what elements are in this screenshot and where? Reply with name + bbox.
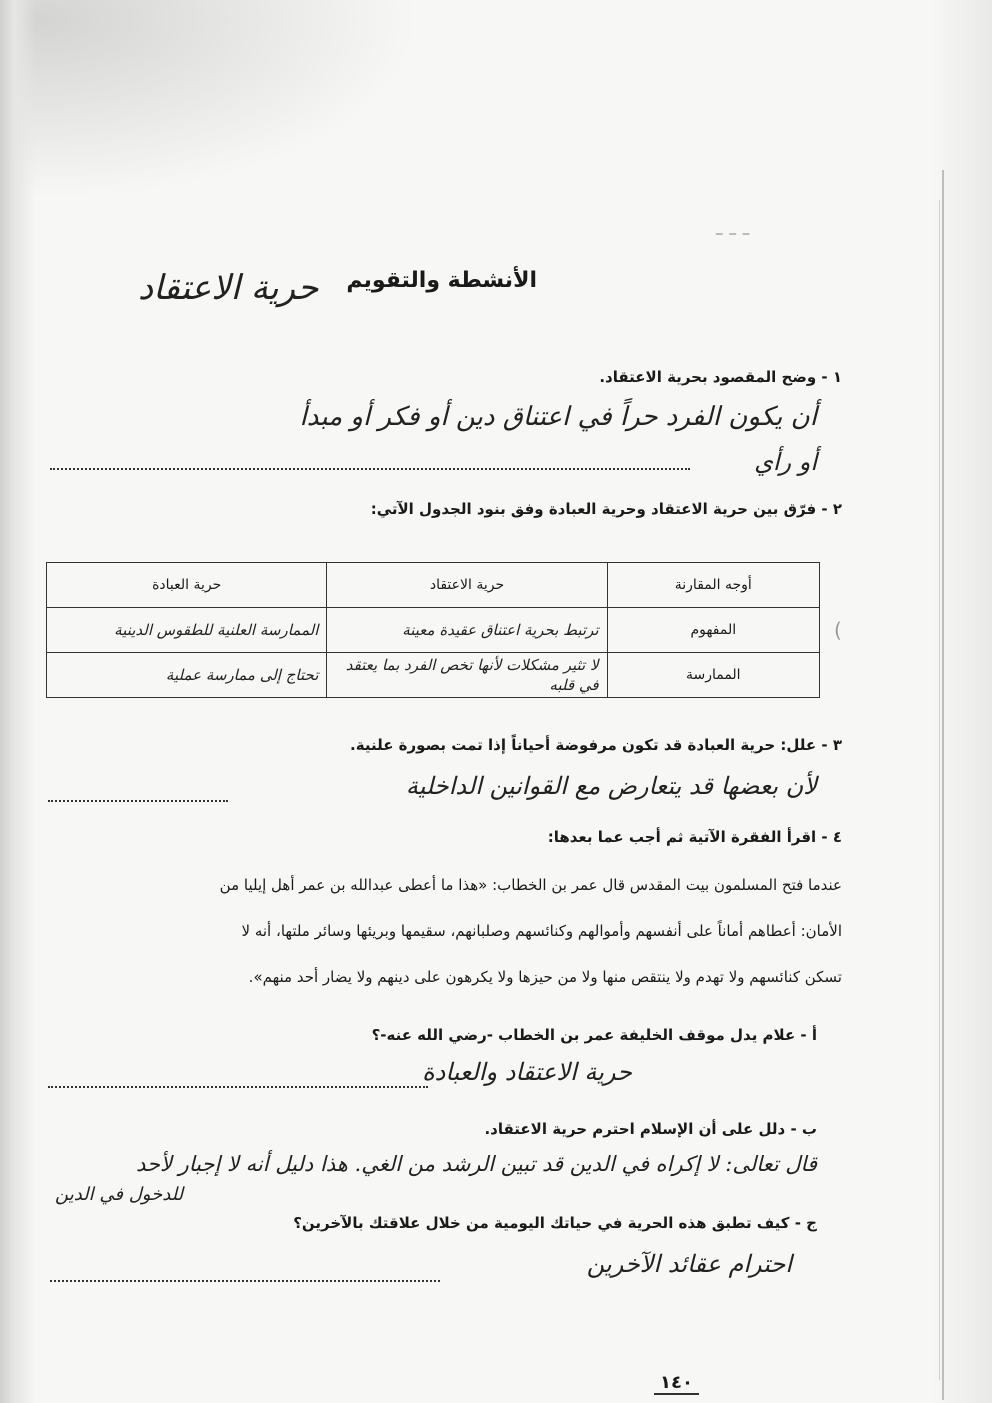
table-cell bbox=[47, 653, 327, 698]
passage-line: تسكن كنائسهم ولا تهدم ولا ينتقص منها ولا من حيزها ولا يكرهون على دينهم ولا يضار أحد منهم». bbox=[248, 968, 842, 986]
q3-answer: لأن بعضها قد يتعارض مع القوانين الداخلية bbox=[405, 772, 817, 800]
answer-dotted-line bbox=[48, 1086, 428, 1088]
row-label-practice: الممارسة bbox=[607, 653, 819, 698]
faint-scan-mark: ـ ـ ـ bbox=[716, 216, 750, 241]
table-cell bbox=[47, 608, 327, 653]
handwritten-answer: ترتبط بحرية اعتناق عقيدة معينة bbox=[402, 621, 599, 639]
scan-edge-line bbox=[939, 200, 940, 1380]
q4b-answer-line2: للدخول في الدين bbox=[55, 1184, 184, 1205]
scan-edge-left bbox=[0, 0, 36, 1403]
handwritten-answer: تحتاج إلى ممارسة عملية bbox=[165, 666, 319, 684]
q3-prompt: ٣ - علل: حرية العبادة قد تكون مرفوضة أحياناً إذا تمت بصورة علنية. bbox=[350, 736, 842, 754]
table-row bbox=[47, 653, 820, 698]
scan-noise bbox=[0, 0, 420, 200]
handwritten-answer: لا تثير مشكلات لأنها تخص الفرد بما يعتقد في قلبه bbox=[345, 656, 599, 694]
q1-answer-line1: أن يكون الفرد حراً في اعتناق دين أو فكر أو مبدأ bbox=[299, 402, 817, 432]
scan-edge-right bbox=[932, 0, 992, 1403]
q4b-answer-line1: قال تعالى: لا إكراه في الدين قد تبين الرشد من الغي. هذا دليل أنه لا إجبار لأحد bbox=[135, 1152, 817, 1176]
q2-prompt: ٢ - فرّق بين حرية الاعتقاد وحرية العبادة وفق بنود الجدول الآتي: bbox=[370, 500, 842, 518]
row-label-concept: المفهوم bbox=[607, 608, 819, 653]
table-cell bbox=[327, 608, 607, 653]
answer-dotted-line bbox=[48, 800, 228, 802]
q4c-prompt: ج - كيف تطبق هذه الحرية في حياتك اليومية من خلال علاقتك بالآخرين؟ bbox=[293, 1214, 817, 1232]
passage-line: الأمان: أعطاهم أماناً على أنفسهم وأموالهم وكنائسهم وصلبانهم، سقيمها وبريئها وسائر ملتها، أنه لا bbox=[241, 922, 842, 940]
q4a-answer: حرية الاعتقاد والعبادة bbox=[422, 1058, 632, 1086]
table-header-row bbox=[47, 563, 820, 608]
scan-edge-line bbox=[942, 170, 944, 1400]
q4b-prompt: ب - دلل على أن الإسلام احترم حرية الاعتقاد. bbox=[484, 1120, 817, 1138]
table-row bbox=[47, 608, 820, 653]
table-header: أوجه المقارنة bbox=[607, 563, 819, 608]
q1-answer-line2: أو رأي bbox=[754, 448, 817, 476]
table-header: حرية العبادة bbox=[47, 563, 327, 608]
handwritten-answer: الممارسة العلنية للطقوس الدينية bbox=[114, 621, 319, 639]
q4a-prompt: أ - علام يدل موقف الخليفة عمر بن الخطاب -رضي الله عنه-؟ bbox=[371, 1026, 817, 1044]
page-number: ١٤٠ bbox=[654, 1372, 699, 1395]
q4-prompt: ٤ - اقرأ الفقرة الآتية ثم أجب عما بعدها: bbox=[547, 828, 842, 846]
passage-line: عندما فتح المسلمون بيت المقدس قال عمر بن الخطاب: «هذا ما أعطى عبدالله بن عمر أهل إيليا من bbox=[219, 876, 842, 894]
answer-dotted-line bbox=[50, 468, 690, 470]
q1-prompt: ١ - وضح المقصود بحرية الاعتقاد. bbox=[599, 368, 842, 386]
table-cell bbox=[327, 653, 607, 698]
table-header: حرية الاعتقاد bbox=[327, 563, 607, 608]
answer-dotted-line bbox=[50, 1280, 440, 1282]
page-title-printed: الأنشطة والتقويم bbox=[346, 268, 537, 293]
q4c-answer: احترام عقائد الآخرين bbox=[586, 1250, 792, 1278]
scan-bracket-mark: ( bbox=[834, 618, 842, 642]
comparison-table bbox=[46, 562, 820, 698]
page-title-handwritten: حرية الاعتقاد bbox=[138, 268, 319, 308]
